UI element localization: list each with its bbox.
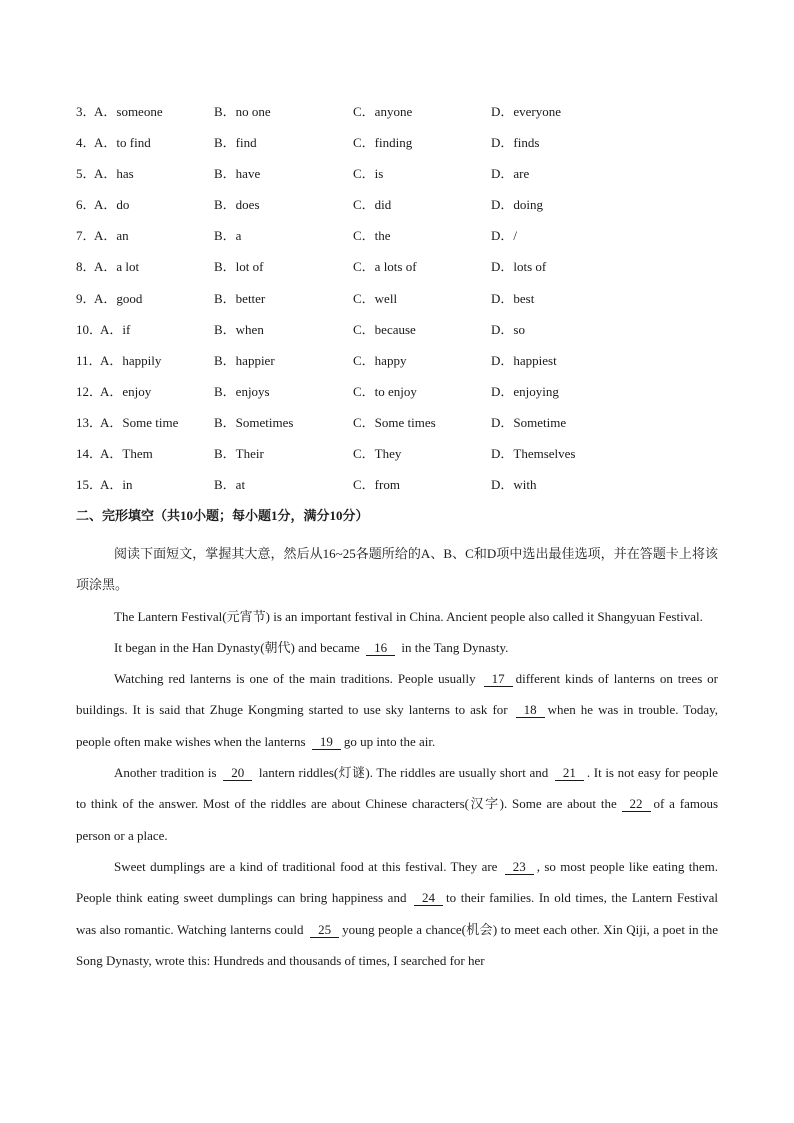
passage-text: of a famous person or a place. (76, 796, 719, 843)
option-a: A．someone (94, 104, 163, 119)
passage-text: when he was in trouble. Today, people often make wishes when the lanterns (76, 702, 718, 749)
option-d: D．Themselves (491, 446, 576, 462)
option-a: A．good (94, 290, 143, 306)
option-d: D．doing (491, 197, 544, 213)
option-d: D．happiest (491, 352, 557, 368)
option-c: C．the (353, 228, 391, 244)
question-number: 12． (76, 383, 103, 399)
passage-text: go up into the air. (343, 733, 436, 749)
blank-20: 20 (223, 765, 252, 781)
passage-text: Watching red lanterns is one of the main traditions. People usually (114, 671, 476, 687)
option-c: C．They (353, 446, 402, 462)
question-number: 14． (76, 446, 103, 462)
option-d: D．with (491, 477, 537, 493)
option-d: D．are (491, 166, 530, 182)
question-row (76, 289, 726, 320)
option-b: B．at (214, 477, 246, 493)
option-c: C．is (353, 166, 384, 182)
option-b: B．better (214, 290, 266, 306)
option-a: A．Some time (100, 414, 179, 430)
question-row (76, 475, 726, 506)
question-number: 3． (76, 104, 96, 119)
question-number: 5． (76, 166, 96, 182)
option-b: B．when (214, 321, 264, 337)
option-d: D．finds (491, 135, 540, 151)
choice-question-list (76, 102, 726, 506)
option-b: B．enjoys (214, 383, 270, 399)
question-row (76, 257, 726, 288)
passage-text: lantern riddles(灯谜). The riddles are usually short and (258, 765, 549, 781)
blank-25: 25 (310, 922, 339, 938)
question-number: 10． (76, 321, 103, 337)
option-b: B．Sometimes (214, 414, 294, 430)
blank-22: 22 (622, 796, 651, 812)
question-row (76, 195, 726, 226)
option-a: A．a lot (94, 259, 140, 275)
option-b: B．a (214, 228, 242, 244)
instruction-paragraph: 阅读下面短文，掌握其大意，然后从16~25各题所给的A、B、C和D项中选出最佳选项，并在答题卡上将该项涂黑。 (76, 546, 718, 593)
passage-paragraph-2 (76, 632, 718, 663)
option-a: A．if (100, 321, 131, 337)
option-b: B．have (214, 166, 261, 182)
question-row (76, 164, 726, 195)
passage-paragraph-4 (76, 757, 718, 851)
option-a: A．an (94, 228, 129, 244)
option-c: C．to enjoy (353, 383, 417, 399)
question-number: 9． (76, 290, 96, 306)
passage-text: , so most people like eating them. People think eating sweet dumplings can bring happiness and (76, 858, 718, 906)
option-b: B．find (214, 135, 257, 151)
option-d: D．enjoying (491, 383, 559, 399)
option-d: D．/ (491, 228, 518, 244)
option-a: A．Them (100, 446, 153, 462)
option-c: C．finding (353, 135, 413, 151)
question-row (76, 320, 726, 351)
option-a: A．enjoy (100, 383, 152, 399)
option-c: C．from (353, 477, 400, 493)
passage-paragraph-3 (76, 663, 718, 757)
question-row (76, 444, 726, 475)
passage-text: different kinds of lanterns on trees or buildings. It is said that Zhuge Kongming started to use sky lanterns to ask for (76, 671, 719, 718)
passage-text: to their families. In old times, the Lantern Festival was also romantic. Watching lanterns could (76, 890, 719, 937)
option-d: D．lots of (491, 259, 547, 275)
question-number: 4． (76, 135, 96, 151)
question-number: 8． (76, 259, 96, 275)
option-c: C．a lots of (353, 259, 417, 275)
passage-paragraph-1: The Lantern Festival(元宵节) is an important festival in China. Ancient people also called it Shangyuan Festival. (114, 608, 703, 624)
option-a: A．do (94, 197, 130, 213)
passage-text: . It is not easy for people to think of the answer. Most of the riddles are about Chinese characters(汉字). Some are about the (76, 765, 718, 812)
passage-text: Another tradition is (114, 765, 217, 781)
cloze-passage (76, 538, 718, 976)
question-number: 7． (76, 228, 96, 244)
question-row (76, 413, 726, 444)
blank-24: 24 (414, 890, 443, 906)
section-title: 二、完形填空（共10小题；每小题1分，满分10分） (76, 508, 369, 523)
passage-text: Sweet dumplings are a kind of traditional food at this festival. They are (114, 858, 498, 874)
option-d: D．best (491, 290, 535, 306)
option-b: B．happier (214, 352, 275, 368)
option-a: A．happily (100, 352, 162, 368)
blank-19: 19 (312, 734, 341, 750)
option-d: D．Sometime (491, 414, 567, 430)
option-c: C．Some times (353, 414, 436, 430)
option-b: B．Their (214, 446, 264, 462)
passage-paragraph-5 (76, 851, 718, 976)
option-b: B．does (214, 197, 260, 213)
question-row (76, 351, 726, 382)
question-number: 13． (76, 414, 103, 430)
blank-16: 16 (366, 640, 395, 656)
option-b: B．lot of (214, 259, 264, 275)
option-a: A．to find (94, 135, 151, 151)
blank-18: 18 (516, 702, 545, 718)
option-c: C．happy (353, 352, 407, 368)
option-c: C．anyone (353, 104, 413, 119)
question-number: 11． (76, 352, 102, 368)
option-c: C．because (353, 321, 416, 337)
question-row (76, 226, 726, 257)
option-a: A．has (94, 166, 134, 182)
blank-23: 23 (505, 859, 534, 875)
question-row (76, 382, 726, 413)
option-c: C．did (353, 197, 392, 213)
passage-text: in the Tang Dynasty. (401, 639, 509, 655)
passage-text: young people a chance(机会) to meet each other. Xin Qiji, a poet in the Song Dynasty, wrote this: Hundreds and thousands of times, I searched for her (76, 921, 718, 968)
option-b: B．no one (214, 104, 271, 119)
passage-text: It began in the Han Dynasty(朝代) and became (114, 639, 360, 655)
question-number: 15． (76, 477, 103, 493)
option-a: A．in (100, 477, 133, 493)
option-d: D．everyone (491, 104, 562, 119)
question-number: 6． (76, 197, 96, 213)
option-c: C．well (353, 290, 398, 306)
blank-17: 17 (484, 671, 513, 687)
option-d: D．so (491, 321, 525, 337)
question-row (76, 102, 726, 133)
question-row (76, 133, 726, 164)
blank-21: 21 (555, 765, 584, 781)
